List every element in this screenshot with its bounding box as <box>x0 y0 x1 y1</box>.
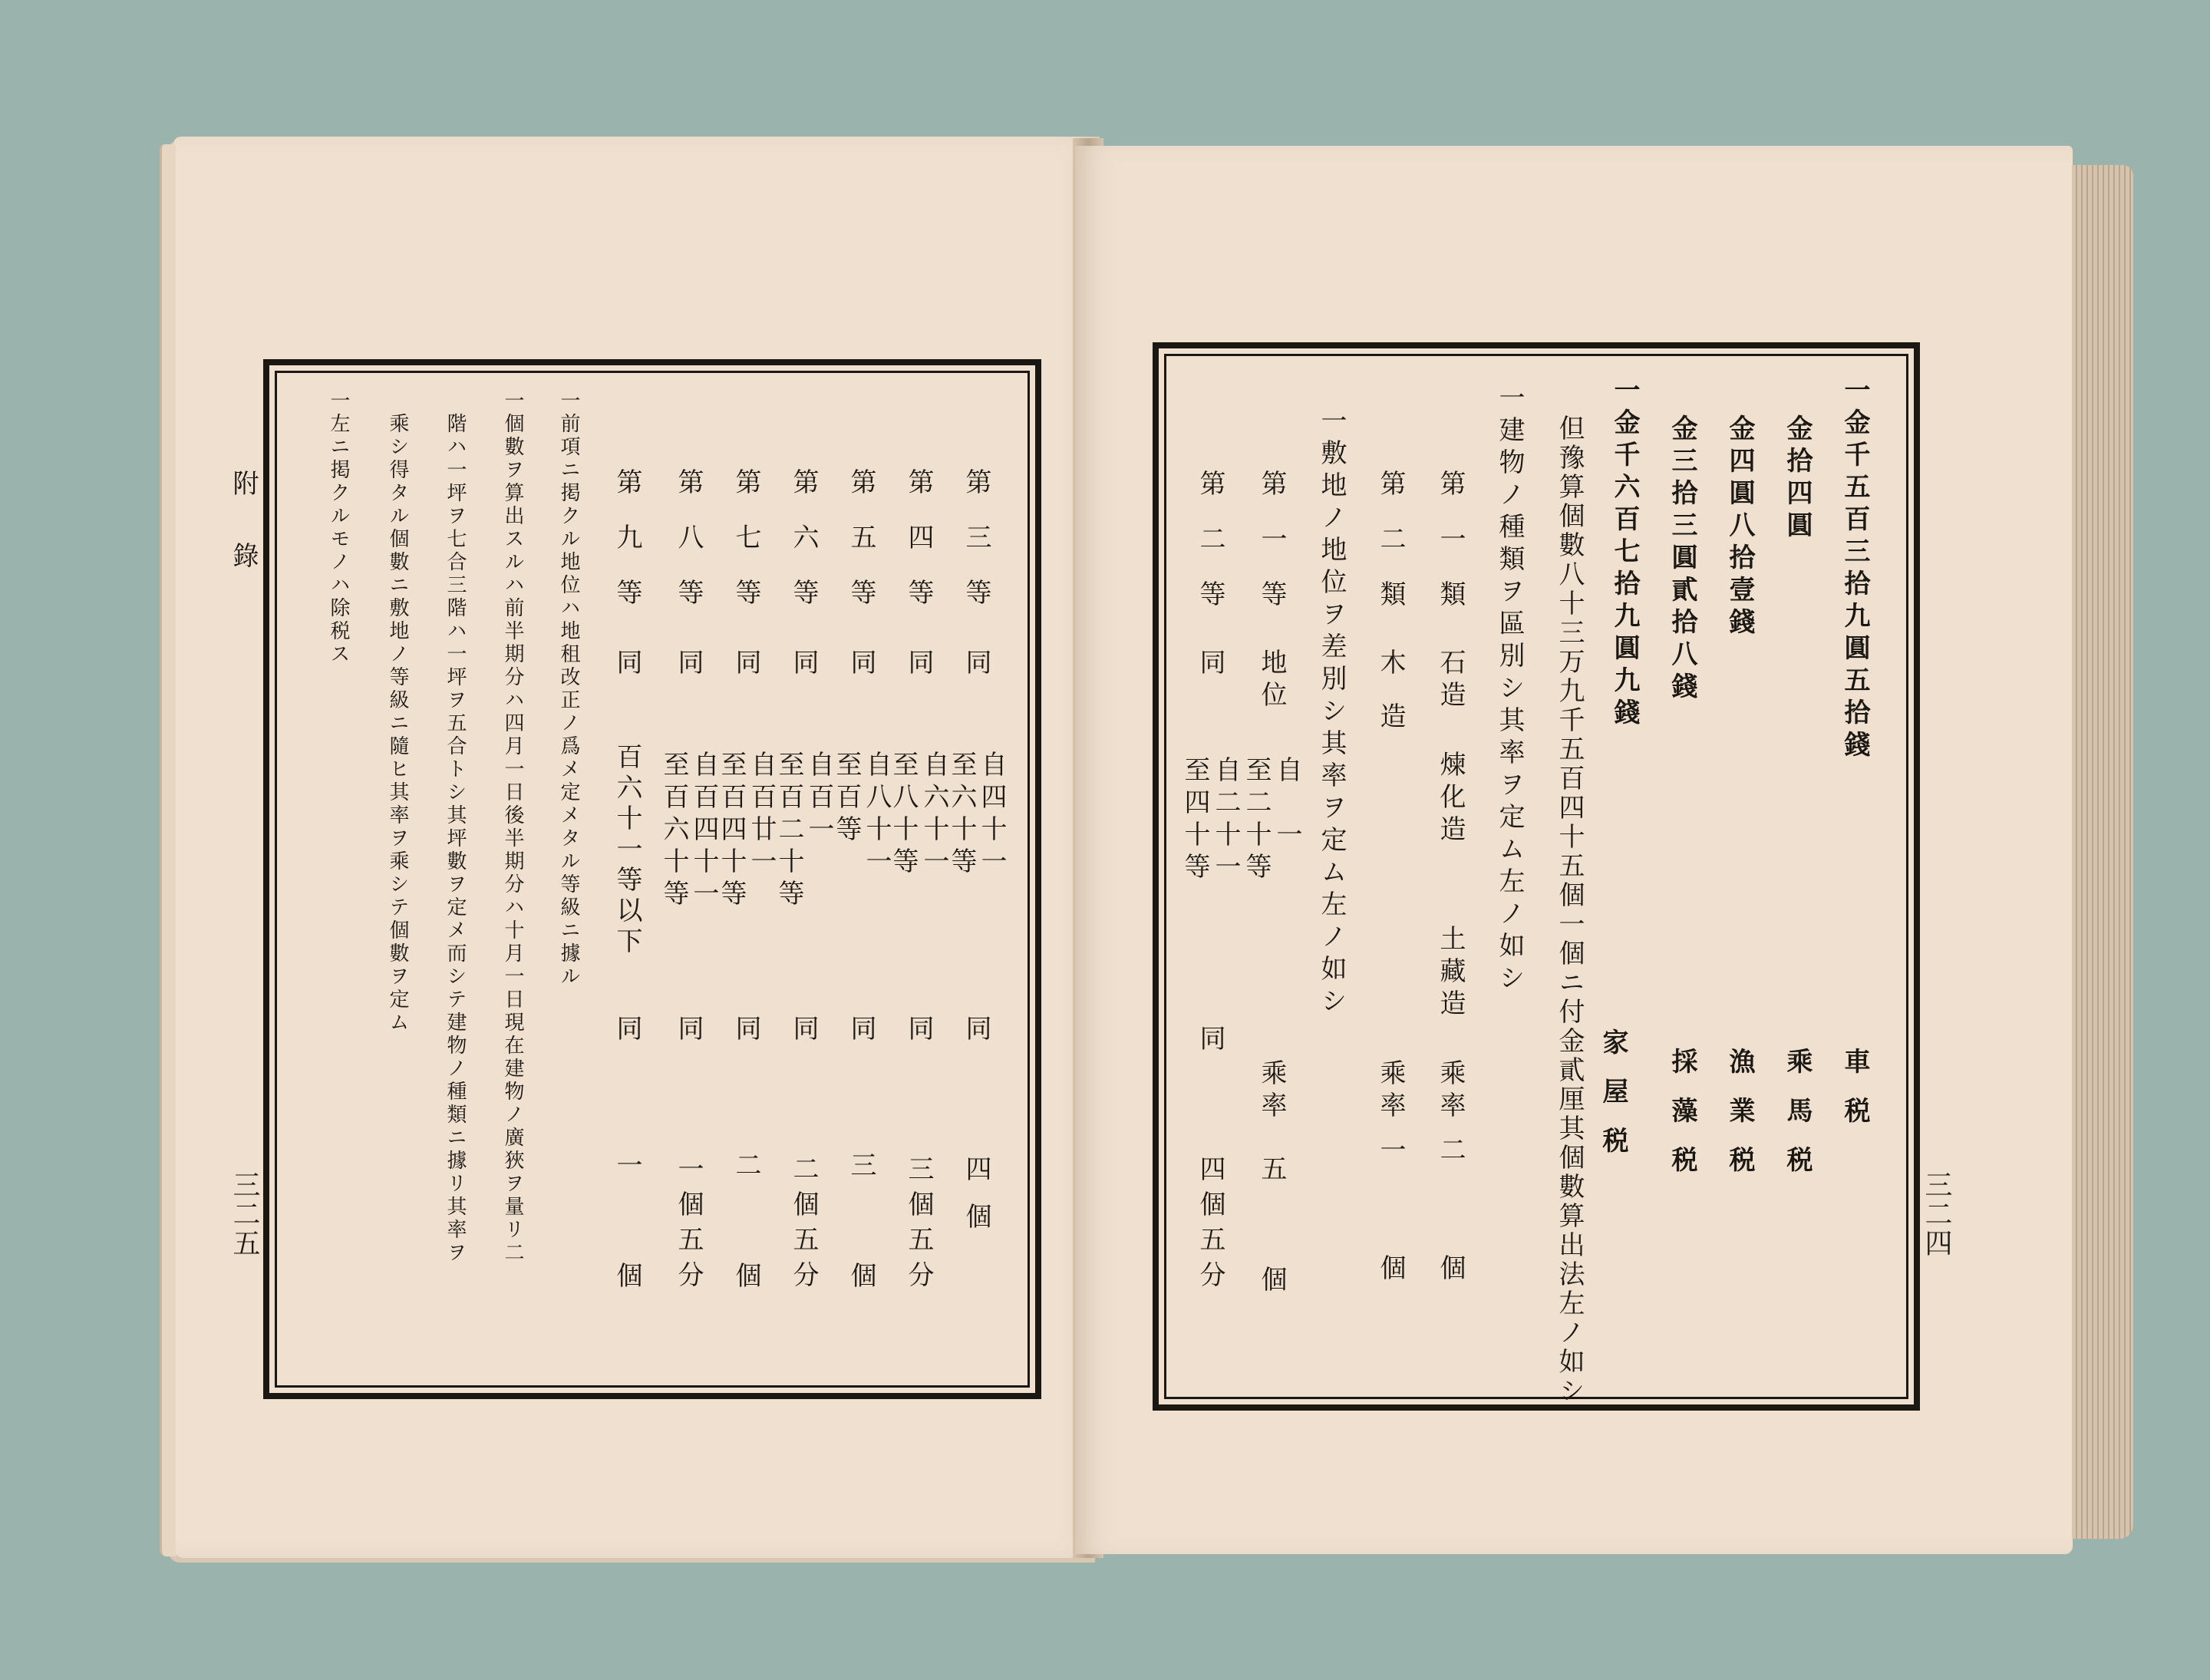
ratio-value: 一個 <box>1375 1136 1406 1372</box>
grade-range-bottom: 至八十等 <box>888 751 919 880</box>
ratio-label: 乘率 <box>1435 1059 1466 1124</box>
building-type: 木造 <box>1375 649 1406 756</box>
grade-ratio: 二個五分 <box>788 1155 819 1296</box>
right-page-number: 三二四 <box>1921 1170 1952 1258</box>
grade-range-top: 自百一 <box>803 751 834 847</box>
grade-range-bottom: 至百二十等 <box>774 751 804 912</box>
grade-same: 同 <box>673 649 704 681</box>
site-range-bottom: 至四十等 <box>1179 756 1210 885</box>
site-grade-label: 第一等 <box>1256 470 1287 635</box>
grade-same: 同 <box>731 649 761 681</box>
grade-ratio-same: 同 <box>846 1015 876 1047</box>
budget-amount: 金三拾三圓貳拾八錢 <box>1667 414 1697 705</box>
site-range-top: 自一 <box>1272 756 1302 885</box>
grade-ratio: 三個五分 <box>903 1155 934 1296</box>
site-range-bottom: 至二十等 <box>1241 756 1272 885</box>
grade-ratio-same: 同 <box>788 1015 819 1047</box>
grade-ratio: 一個五分 <box>673 1155 704 1296</box>
site-range-top: 自二十一 <box>1210 756 1241 885</box>
grade-same: 同 <box>612 649 642 681</box>
grade-range-bottom: 至百等 <box>831 751 862 847</box>
grade-range-bottom: 至六十等 <box>946 751 977 880</box>
grade-ratio-same: 同 <box>903 1015 934 1047</box>
grade-ratio-same: 同 <box>961 1015 991 1047</box>
grade-range-bottom: 至百六十等 <box>658 751 689 912</box>
grade-range-bottom: 至百四十等 <box>716 751 747 912</box>
grade-ratio: 四個 <box>961 1155 991 1250</box>
header-label: 附錄 <box>228 470 259 614</box>
note-line: 乘シ得タル個數ニ敷地ノ等級ニ隨ヒ其率ヲ乘シテ個數ヲ定ム <box>386 413 409 1035</box>
grade-label: 第四等 <box>903 468 934 634</box>
proviso-text: 但豫算個數八十三万九千五百四十五個一個ニ付金貳厘其個數算出法左ノ如シ <box>1554 414 1585 1406</box>
grade-range-top: 百六十一等以下 <box>612 743 642 958</box>
grade-ratio: 一個 <box>612 1151 642 1372</box>
tax-name: 漁業税 <box>1724 1048 1755 1195</box>
grade-range-top: 自四十一 <box>976 751 1007 880</box>
grade-ratio: 三個 <box>846 1151 876 1372</box>
grade-range-top: 自六十一 <box>919 751 949 880</box>
tax-name: 乘馬税 <box>1782 1048 1813 1195</box>
site-heading: 一敷地ノ地位ヲ差別シ其率ヲ定ム左ノ如シ <box>1316 407 1347 1019</box>
grade-ratio-same: 同 <box>673 1015 704 1047</box>
site-grade-type: 地位 <box>1256 649 1287 713</box>
class-two-label: 第二類 <box>1375 470 1406 635</box>
grade-label: 第三等 <box>961 468 991 634</box>
grade-range-top: 自八十一 <box>861 751 892 880</box>
site-grade-type: 同 <box>1195 649 1225 681</box>
tax-name: 車税 <box>1839 1048 1870 1146</box>
grade-label: 第八等 <box>673 468 704 634</box>
budget-amount: 金拾四圓 <box>1782 414 1813 543</box>
note-line: 一個數ヲ算出スルハ前半期分ハ四月一日後半期分ハ十月一日現在建物ノ廣狹ヲ量リ二 <box>501 390 524 1265</box>
left-page-number: 三二五 <box>229 1170 260 1258</box>
budget-amount: 一金千六百七拾九圓九錢 <box>1609 376 1640 731</box>
note-line: 一前項ニ掲クル地位ハ地租改正ノ爲メ定メタル等級ニ據ル <box>557 390 580 989</box>
tax-name: 採藻税 <box>1667 1048 1697 1195</box>
grade-label: 第九等 <box>612 468 642 634</box>
budget-amount: 一金千五百三拾九圓五拾錢 <box>1839 376 1870 763</box>
grade-same: 同 <box>846 649 876 681</box>
grade-ratio-same: 同 <box>731 1015 761 1047</box>
ratio-value: 二個 <box>1435 1136 1466 1372</box>
grade-label: 第六等 <box>788 468 819 634</box>
grade-range-top: 自百四十一 <box>688 751 719 912</box>
note-line: 階ハ一坪ヲ七合三階ハ一坪ヲ五合トシ其坪數ヲ定メ而シテ建物ノ種類ニ據リ其率ヲ <box>444 413 467 1265</box>
grade-label: 第七等 <box>731 468 761 634</box>
site-grade-label: 第二等 <box>1195 470 1225 635</box>
grade-ratio: 二個 <box>731 1151 761 1372</box>
building-type: 煉化造 <box>1435 751 1466 847</box>
grade-same: 同 <box>903 649 934 681</box>
ratio-label: 乘率 <box>1256 1059 1287 1124</box>
ratio-value: 五個 <box>1256 1155 1287 1376</box>
building-heading: 一建物ノ種類ヲ區別シ其率ヲ定ム左ノ如シ <box>1494 384 1525 996</box>
ratio-label: 乘率 <box>1375 1059 1406 1124</box>
note-line: 一左ニ掲クルモノハ除税ス <box>327 390 350 666</box>
class-one-label: 第一類 <box>1435 470 1466 635</box>
ratio-label: 同 <box>1195 1025 1225 1057</box>
building-type: 石造 <box>1435 649 1466 713</box>
tax-name: 家屋税 <box>1598 1028 1628 1176</box>
ratio-value: 四個五分 <box>1195 1155 1225 1296</box>
grade-ratio-same: 同 <box>612 1015 642 1047</box>
building-type: 土藏造 <box>1435 925 1466 1022</box>
grade-range-top: 自百廿一 <box>746 751 777 880</box>
grade-same: 同 <box>961 649 991 681</box>
grade-same: 同 <box>788 649 819 681</box>
page-edges <box>2072 165 2133 1539</box>
budget-amount: 金四圓八拾壹錢 <box>1724 414 1755 640</box>
grade-label: 第五等 <box>846 468 876 634</box>
